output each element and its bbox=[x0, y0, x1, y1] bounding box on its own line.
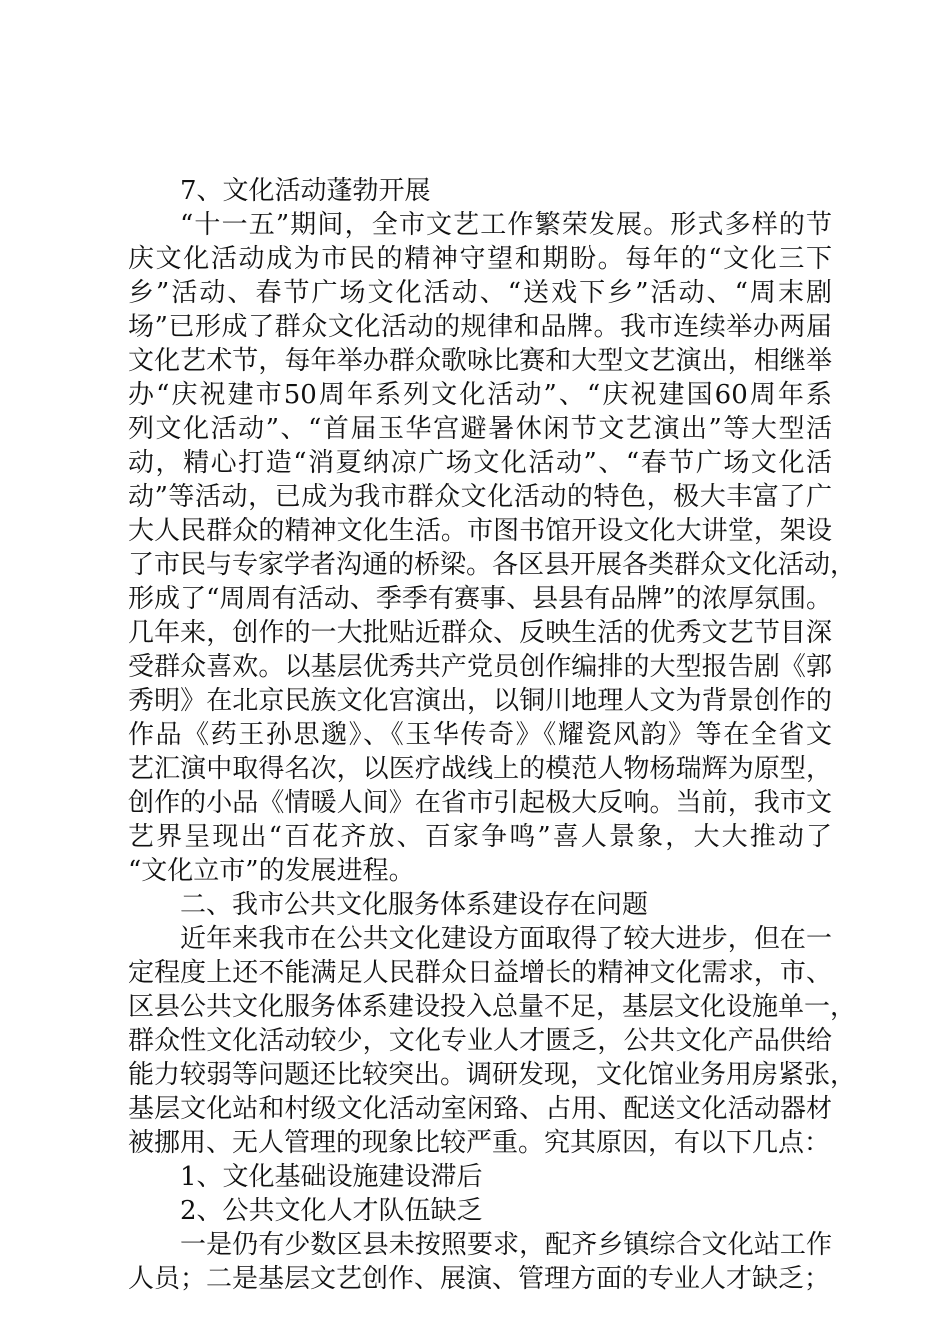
paragraph-line: 群众性文化活动较少，文化专业人才匮乏，公共文化产品供给 bbox=[128, 1026, 832, 1056]
paragraph-line: 艺汇演中取得名次，以医疗战线上的模范人物杨瑞辉为原型， bbox=[128, 754, 832, 784]
paragraph-line: 办“庆祝建市50周年系列文化活动”、“庆祝建国60周年系 bbox=[128, 380, 832, 410]
paragraph-line: 形成了“周周有活动、季季有赛事、县县有品牌”的浓厚氛围。 bbox=[128, 584, 832, 614]
paragraph-line: “十一五”期间，全市文艺工作繁荣发展。形式多样的节 bbox=[180, 210, 832, 240]
paragraph-line: 乡”活动、春节广场文化活动、“送戏下乡”活动、“周末剧 bbox=[128, 278, 832, 308]
paragraph-line: 作品《药王孙思邈》、《玉华传奇》《耀瓷风韵》等在全省文 bbox=[128, 720, 832, 750]
paragraph-line: 动”等活动，已成为我市群众文化活动的特色，极大丰富了广 bbox=[128, 482, 832, 512]
section-heading: 二、我市公共文化服务体系建设存在问题 bbox=[180, 890, 649, 920]
paragraph-line: “文化立市”的发展进程。 bbox=[128, 856, 415, 886]
paragraph-line: 动，精心打造“消夏纳凉广场文化活动”、“春节广场文化活 bbox=[128, 448, 832, 478]
section-heading: 7、文化活动蓬勃开展 bbox=[180, 176, 431, 206]
paragraph-line: 一是仍有少数区县未按照要求，配齐乡镇综合文化站工作 bbox=[180, 1230, 832, 1260]
paragraph-line: 了市民与专家学者沟通的桥梁。各区县开展各类群众文化活动， bbox=[128, 550, 857, 580]
paragraph-line: 几年来，创作的一大批贴近群众、反映生活的优秀文艺节目深 bbox=[128, 618, 832, 648]
paragraph-line: 定程度上还不能满足人民群众日益增长的精神文化需求，市、 bbox=[128, 958, 832, 988]
paragraph-line: 基层文化站和村级文化活动室闲臵、占用、配送文化活动器材 bbox=[128, 1094, 832, 1124]
paragraph-line: 近年来我市在公共文化建设方面取得了较大进步，但在一 bbox=[180, 924, 832, 954]
paragraph-line: 能力较弱等问题还比较突出。调研发现，文化馆业务用房紧张， bbox=[128, 1060, 857, 1090]
paragraph-line: 创作的小品《情暖人间》在省市引起极大反响。当前，我市文 bbox=[128, 788, 832, 818]
paragraph-line: 受群众喜欢。以基层优秀共产党员创作编排的大型报告剧《郭 bbox=[128, 652, 832, 682]
paragraph-line: 列文化活动”、“首届玉华宫避暑休闲节文艺演出”等大型活 bbox=[128, 414, 832, 444]
paragraph-line: 人员；二是基层文艺创作、展演、管理方面的专业人才缺乏； bbox=[128, 1264, 831, 1294]
paragraph-line: 被挪用、无人管理的现象比较严重。究其原因，有以下几点： bbox=[128, 1128, 831, 1158]
subsection-heading: 2、公共文化人才队伍缺乏 bbox=[180, 1196, 483, 1226]
paragraph-line: 艺界呈现出“百花齐放、百家争鸣”喜人景象，大大推动了 bbox=[128, 822, 832, 852]
paragraph-line: 区县公共文化服务体系建设投入总量不足，基层文化设施单一， bbox=[128, 992, 857, 1022]
paragraph-line: 场”已形成了群众文化活动的规律和品牌。我市连续举办两届 bbox=[128, 312, 832, 342]
paragraph-line: 秀明》在北京民族文化宫演出，以铜川地理人文为背景创作的 bbox=[128, 686, 832, 716]
paragraph-line: 大人民群众的精神文化生活。市图书馆开设文化大讲堂，架设 bbox=[128, 516, 832, 546]
subsection-heading: 1、文化基础设施建设滞后 bbox=[180, 1162, 483, 1192]
paragraph-line: 文化艺术节，每年举办群众歌咏比赛和大型文艺演出，相继举 bbox=[128, 346, 832, 376]
paragraph-line: 庆文化活动成为市民的精神守望和期盼。每年的“文化三下 bbox=[128, 244, 832, 274]
